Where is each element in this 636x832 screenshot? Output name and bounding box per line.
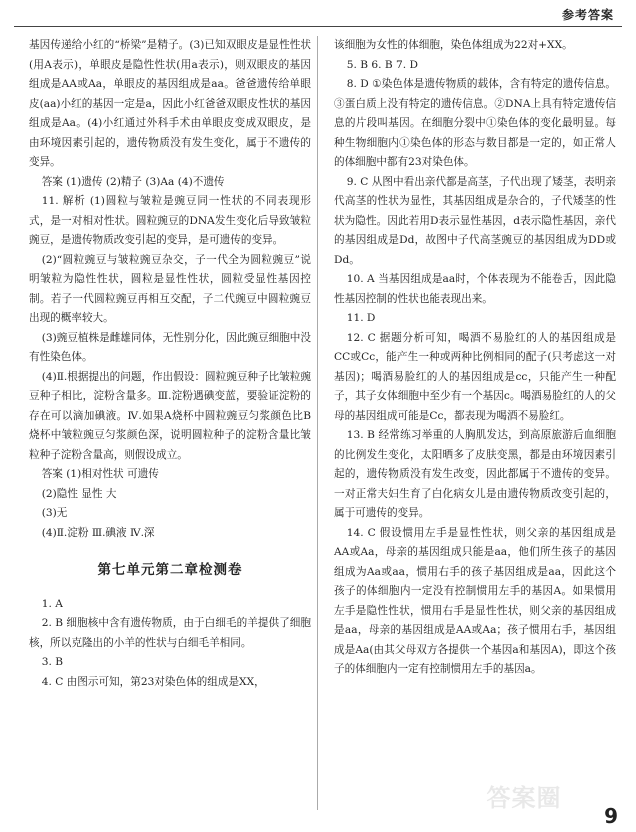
paragraph: (2)隐性 显性 大 <box>41 487 117 500</box>
header-rule <box>14 26 622 27</box>
paragraph: 10. A 当基因组成是aa时，个体表现为不能卷舌，因此隐性基因控制的性状也能表现出来。 <box>334 273 616 305</box>
paragraph: 答案 (1)遗传 (2)精子 (3)Aa (4)不遗传 <box>41 175 225 188</box>
paragraph: (4)Ⅱ.根据提出的问题，作出假设：圆粒豌豆种子比皱粒豌豆种子相比，淀粉含量多。Ⅲ.淀粉遇碘变蓝，要验证淀粉的存在可以滴加碘液。Ⅳ.如果A烧杯中圆粒豌豆匀浆颜色比B烧杯中皱粒豌豆匀浆颜色深，说明圆粒种子的淀粉含量比皱粒种子淀粉含量高，则假设成立。 <box>29 370 311 461</box>
page-number: 9 <box>604 804 618 828</box>
column-divider <box>317 36 318 810</box>
paragraph: (3)豌豆植株是雌雄同体，无性别分化，因此豌豆细胞中没有性染色体。 <box>29 331 311 363</box>
section-title: 第七单元第二章检测卷 <box>97 562 243 578</box>
paragraph: 14. C 假设惯用左手是显性性状，则父亲的基因组成是AA或Aa，母亲的基因组成只能是aa，他们所生孩子的基因组成为Aa或aa，惯用右手的孩子基因组成是aa，因此这个孩子的体细胞内一定没有控制惯用左手的基因A。如果惯用左手是隐性性状，惯用右手是显性性状，则父亲的基因组成是aa，母亲的基因组成是AA或Aa；孩子惯用右手，基因组成是Aa(由其父母双方各提供一个基因a和基因A)，即这个孩子的体细胞内一定有控制惯用左手的基因a。 <box>334 526 616 675</box>
paragraph: 13. B 经常练习举重的人胸肌发达，到高原旅游后血细胞的比例发生变化，太阳晒多了皮肤变黑，都是由环境因素引起的，遗传物质没有发生改变，因此都属于不遗传的变异。一对正常夫妇生育了白化病女儿是由遗传物质改变引起的，属于可遗传的变异。 <box>334 429 616 519</box>
paragraph: (2)“圆粒豌豆与皱粒豌豆杂交，子一代全为圆粒豌豆”说明皱粒为隐性性状，圆粒是显性性状，圆粒受显性基因控制。若子一代圆粒豌豆再相互交配，子二代豌豆中圆粒豌豆出现的概率较大。 <box>29 253 311 324</box>
right-column <box>334 36 616 680</box>
paragraph: 9. C 从图中看出亲代都是高茎，子代出现了矮茎，表明亲代高茎的性状为显性，其基因组成是杂合的，子代矮茎的性状为隐性。因此若用D表示显性基因，d表示隐性基因，亲代的基因组成是Dd，故图中子代高茎豌豆的基因组成为DD或Dd。 <box>334 175 616 266</box>
paragraph: (4)Ⅱ.淀粉 Ⅲ.碘液 Ⅳ.深 <box>41 526 155 539</box>
paragraph: 11. D <box>346 312 376 324</box>
paragraph: 该细胞为女性的体细胞，染色体组成为22对+XX。 <box>334 39 573 51</box>
paragraph: 答案 (1)相对性状 可遗传 <box>41 468 159 480</box>
watermark: 答案圈 <box>486 784 562 812</box>
left-column <box>29 36 311 692</box>
paragraph: 基因传递给小红的“桥梁”是精子。(3)已知双眼皮是显性性状(用A表示)，单眼皮是隐性性状(用a表示)，则双眼皮的基因组成是AA或Aa，单眼皮的基因组成是aa。爸爸遗传给单眼皮(aa)小红的基因一定是a，因此小红爸爸双眼皮性状的基因组成是Aa。(4)小红通过外科手术由单眼皮变成双眼皮，是由环境因素引起的，遗传物质没有发生变化，属于不遗传的变异。 <box>29 39 311 168</box>
paragraph: 5. B 6. B 7. D <box>346 58 418 71</box>
paragraph: 4. C 由图示可知，第23对染色体的组成是XX， <box>41 675 265 688</box>
paragraph: 12. C 据题分析可知，喝酒不易脸红的人的基因组成是CC或Cc，能产生一种或两种比例相同的配子(只考虑这一对基因)；喝酒易脸红的人的基因组成是cc，只能产生一种配子，其子女体细胞中至少有一个基因c。喝酒易脸红的人的父母的基因组成可能是Cc，都表现为喝酒不易脸红。 <box>334 331 616 422</box>
header-title: 参考答案 <box>561 8 614 22</box>
paragraph: 11. 解析 (1)圆粒与皱粒是豌豆同一性状的不同表现形式，是一对相对性状。圆粒豌豆的DNA发生变化后导致皱粒豌豆，是遗传物质改变引起的变异，是可遗传的变异。 <box>29 195 311 246</box>
paragraph: 1. A <box>41 597 63 610</box>
paragraph: (3)无 <box>41 507 68 519</box>
page-header <box>0 0 636 30</box>
paragraph: 8. D ①染色体是遗传物质的载体，含有特定的遗传信息。③蛋白质上没有特定的遗传信息。②DNA上具有特定遗传信息的片段叫基因。在细胞分裂中①染色体的变化最明显。每种生物细胞内①染色体的形态与数目都是一定的，如正常人的体细胞中都有23对染色体。 <box>334 78 616 168</box>
paragraph: 3. B <box>41 656 63 668</box>
paragraph: 2. B 细胞核中含有遗传物质，由于白细毛的羊提供了细胞核，所以克隆出的小羊的性状与白细毛羊相同。 <box>29 617 311 649</box>
